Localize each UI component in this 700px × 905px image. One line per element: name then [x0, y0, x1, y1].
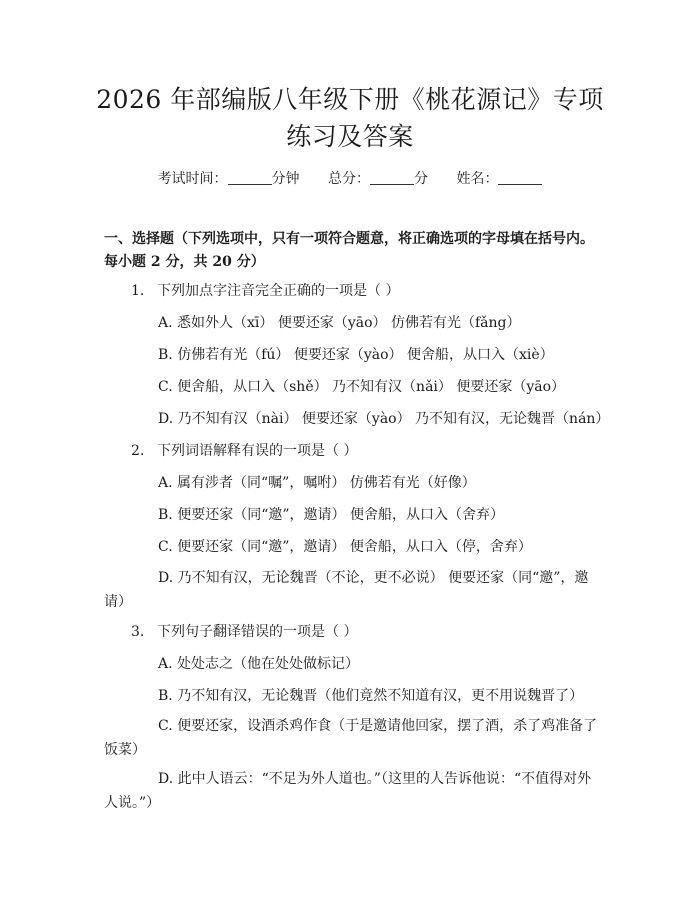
question-text: 下列词语解释有误的一项是（ ） — [157, 443, 358, 459]
exam-time-blank — [228, 170, 272, 185]
question-2-option-a: A. 属有涉者（同“嘱”，嘱咐） 仿佛若有光（好像） — [158, 475, 476, 491]
exam-time-unit: 分钟 — [271, 171, 300, 187]
question-1 — [131, 281, 399, 301]
exam-info — [0, 168, 700, 188]
question-3-option-c: C. 便要还家，设酒杀鸡作食（于是邀请他回家，摆了酒，杀了鸡准备了饭菜） — [104, 718, 598, 758]
question-2-option-c: C. 便要还家（同“邀”，邀请） 便舍船，从口入（停，舍弃） — [158, 539, 532, 555]
section-heading: 一、选择题（下列选项中，只有一项符合题意，将正确选项的字母填在括号内。每小题 2 分，共 20 分） — [104, 231, 594, 270]
exam-time-label: 考试时间： — [157, 171, 228, 187]
exam-time-field — [158, 171, 304, 187]
question-3-option-b: B. 乃不知有汉，无论魏晋（他们竟然不知道有汉，更不用说魏晋了） — [158, 688, 584, 704]
name-field — [456, 171, 542, 187]
question-2-option-b: B. 便要还家（同“邀”，邀请） 便舍船，从口入（舍弃） — [158, 507, 504, 523]
question-number: 1. — [131, 283, 145, 299]
question-number: 3. — [131, 624, 145, 640]
question-1-option-b: B. 仿佛若有光（fú） 便要还家（yào） 便舍船，从口入（xiè） — [158, 347, 554, 363]
name-label: 姓名： — [456, 171, 499, 187]
question-text: 下列句子翻译错误的一项是（ ） — [157, 624, 358, 640]
total-score-unit: 分 — [414, 171, 428, 187]
total-score-blank — [370, 170, 414, 185]
question-1-option-d: D. 乃不知有汉（nài） 便要还家（yào） 乃不知有汉，无论魏晋（nán） — [158, 411, 610, 427]
question-2 — [131, 441, 357, 461]
document-title-line2: 练习及答案 — [286, 122, 414, 151]
question-number: 2. — [131, 443, 145, 459]
total-score-field — [328, 171, 432, 187]
document-title-line1: 2026 年部编版八年级下册《桃花源记》专项 — [96, 85, 604, 114]
question-3 — [131, 622, 357, 642]
question-3-option-a: A. 处处志之（他在处处做标记） — [158, 656, 360, 672]
name-blank — [498, 170, 542, 185]
question-1-option-c: C. 便舍船，从口入（shě） 乃不知有汉（nǎi） 便要还家（yāo） — [158, 379, 566, 395]
question-1-option-a: A. 悉如外人（xī） 便要还家（yāo） 仿佛若有光（fǎng） — [158, 315, 521, 331]
total-score-label: 总分： — [328, 171, 370, 187]
question-2-option-d: D. 乃不知有汉，无论魏晋（不论，更不必说） 便要还家（同“邀”，邀请） — [104, 570, 589, 610]
question-3-option-d: D. 此中人语云：“不足为外人道也。”（这里的人告诉他说：“不值得对外人说。”） — [104, 771, 592, 811]
question-text: 下列加点字注音完全正确的一项是（ ） — [157, 283, 400, 299]
